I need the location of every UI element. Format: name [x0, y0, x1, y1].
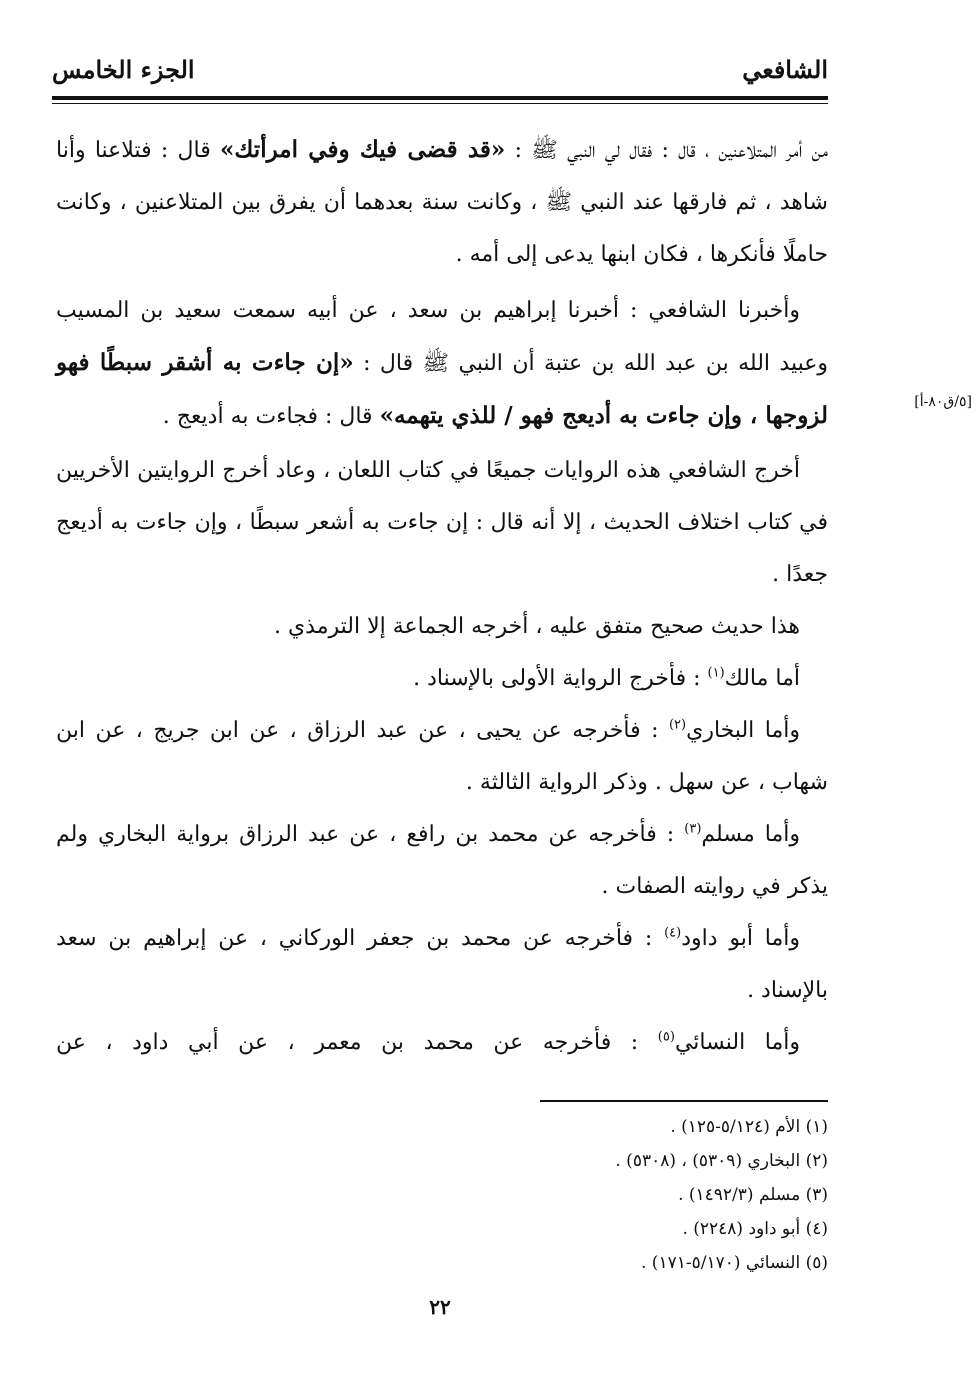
paragraph-2-text-a: وأخبرنا الشافعي : أخبرنا إبراهيم بن سعد ، عن أبيه سمعت سعيد بن المسيب وعبيد الله بن عبد الله بن عتبة أن النبي ﷺ قال : [56, 298, 828, 376]
rest-bukhari: : فأخرجه عن يحيى ، عن عبد الرزاق ، عن ابن جريج ، عن ابن شهاب ، عن سهل . وذكر الرواية الثالثة . [56, 718, 828, 795]
header-author-title: الشافعي [742, 55, 828, 84]
footnote-5: (٥) النسائي (٥/١٧٠-١٧١) . [640, 1253, 828, 1273]
header-rule-thick [52, 96, 828, 100]
footnote-ref-5: (٥) [657, 1029, 675, 1045]
footnote-ref-2: (٢) [668, 717, 687, 733]
footnote-2: (٢) البخاري (٥٣٠٩) ، (٥٣٠٨) . [615, 1151, 828, 1171]
hadith-quote-2: «إن جاءت به أشقر سبطًا فهو لزوجها ، وإن جاءت به أديعج فهو / للذي يتهمه» [56, 349, 828, 429]
footnote-ref-1: (١) [707, 665, 725, 681]
lead-nasai: وأما النسائي [674, 1030, 800, 1055]
footnote-3: (٣) مسلم (١٤٩٢/٣) . [678, 1185, 828, 1205]
paragraph-muslim [56, 809, 828, 913]
paragraph-2 [56, 285, 828, 443]
paragraph-1 [56, 124, 828, 281]
footnote-separator [540, 1100, 828, 1102]
manuscript-folio-note: [٥/ق٨٠-أ] [914, 394, 972, 410]
paragraph-malik [56, 653, 828, 705]
paragraph-nasai [56, 1017, 828, 1069]
paragraph-1-text-a: من أمر المتلاعنين ، قال : فقال لي النبي ﷺ : [505, 138, 829, 163]
rest-abu-dawud: : فأخرجه عن محمد بن جعفر الوركاني ، عن إبراهيم بن سعد بالإسناد . [56, 926, 828, 1003]
paragraph-2-text-b: قال : فجاءت به أديعج . [162, 404, 380, 429]
paragraph-4: هذا حديث صحيح متفق عليه ، أخرجه الجماعة إلا الترمذي . [273, 614, 800, 639]
paragraph-1-text-b: قال : فتلاعنا وأنا شاهد ، ثم فارقها عند النبي ﷺ ، وكانت سنة بعدهما أن يفرق بين المتلاعنين ، وكانت حاملًا فأنكرها ، فكان ابنها يدعى إلى أمه . [56, 138, 828, 267]
footnotes [56, 1110, 828, 1280]
paragraph-abu-dawud [56, 913, 828, 1017]
rest-malik: : فأخرج الرواية الأولى بالإسناد . [413, 666, 708, 691]
header-rule-thin [52, 103, 828, 104]
lead-abu-dawud: وأما أبو داود [681, 926, 800, 951]
main-text [56, 124, 828, 1069]
lead-bukhari: وأما البخاري [686, 718, 800, 743]
paragraph-3: أخرج الشافعي هذه الروايات جميعًا في كتاب اللعان ، وعاد أخرج الروايتين الأخريين في كتاب اختلاف الحديث ، إلا أنه قال : إن جاءت به أشعر سبطًا ، وإن جاءت به أديعج جعدًا . [56, 458, 828, 587]
hadith-quote-1: «قد قضى فيك وفي امرأتك» [220, 136, 506, 163]
rest-muslim: : فأخرجه عن محمد بن رافع ، عن عبد الرزاق برواية البخاري ولم يذكر في روايته الصفات . [56, 822, 828, 899]
running-header [52, 48, 828, 92]
paragraph-bukhari [56, 705, 828, 809]
footnote-4: (٤) أبو داود (٢٢٤٨) . [682, 1219, 828, 1239]
rest-nasai: : فأخرجه عن محمد بن معمر ، عن أبي داود ، عن [56, 1030, 658, 1055]
header-volume-title: الجزء الخامس [52, 55, 195, 84]
footnote-1: (١) الأم (٥/١٢٤-١٢٥) . [670, 1117, 828, 1137]
page-number: ٢٢ [429, 1295, 451, 1319]
footnote-ref-4: (٤) [664, 925, 682, 941]
lead-muslim: وأما مسلم [701, 822, 800, 847]
footnote-ref-3: (٣) [684, 821, 702, 837]
lead-malik: أما مالك [724, 666, 800, 691]
